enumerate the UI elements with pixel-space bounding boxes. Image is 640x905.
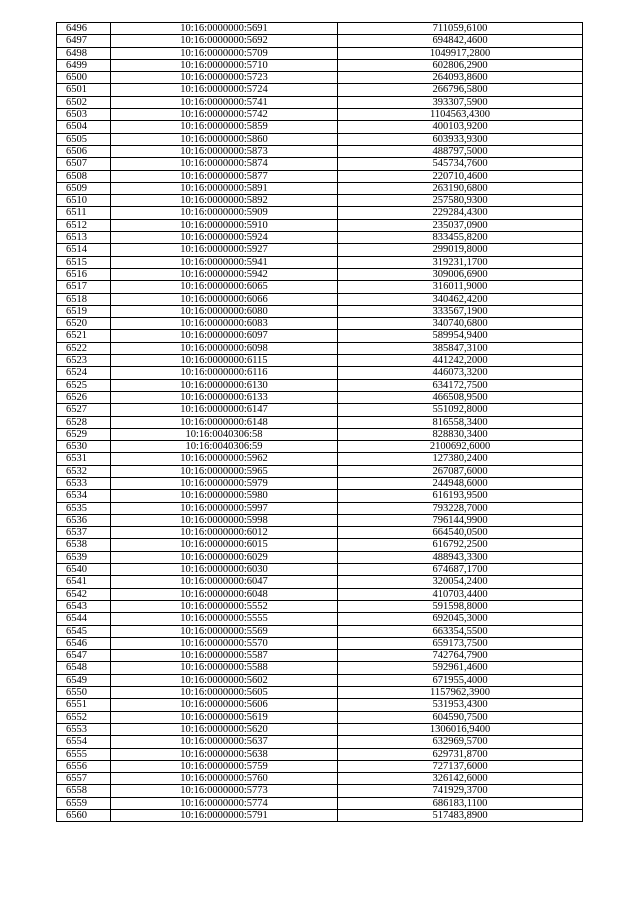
table-row (57, 600, 583, 612)
row-number-cell: 6543 (57, 600, 111, 612)
value-cell: 659173,7500 (338, 637, 583, 649)
value-cell: 692045,3000 (338, 613, 583, 625)
table-row (57, 318, 583, 330)
row-number-cell: 6540 (57, 564, 111, 576)
value-cell: 127380,2400 (338, 453, 583, 465)
cadastral-number-cell: 10:16:0000000:5692 (111, 35, 338, 47)
value-cell: 229284,4300 (338, 207, 583, 219)
row-number-cell: 6503 (57, 109, 111, 121)
row-number-cell: 6532 (57, 465, 111, 477)
row-number-cell: 6500 (57, 72, 111, 84)
row-number-cell: 6518 (57, 293, 111, 305)
table-row (57, 760, 583, 772)
value-cell: 551092,8000 (338, 404, 583, 416)
value-cell: 816558,3400 (338, 416, 583, 428)
cadastral-number-cell: 10:16:0000000:5873 (111, 145, 338, 157)
table-row (57, 404, 583, 416)
cadastral-number-cell: 10:16:0000000:6147 (111, 404, 338, 416)
table-row (57, 527, 583, 539)
value-cell: 326142,6000 (338, 773, 583, 785)
table-row (57, 158, 583, 170)
cadastral-number-cell: 10:16:0000000:5891 (111, 182, 338, 194)
table-row (57, 195, 583, 207)
row-number-cell: 6531 (57, 453, 111, 465)
row-number-cell: 6513 (57, 232, 111, 244)
value-cell: 488797,5000 (338, 145, 583, 157)
table-row (57, 785, 583, 797)
cadastral-number-cell: 10:16:0040306:58 (111, 428, 338, 440)
value-cell: 267087,6000 (338, 465, 583, 477)
cadastral-number-cell: 10:16:0000000:5619 (111, 711, 338, 723)
value-cell: 629731,8700 (338, 748, 583, 760)
table-row (57, 84, 583, 96)
row-number-cell: 6552 (57, 711, 111, 723)
cadastral-number-cell: 10:16:0000000:5606 (111, 699, 338, 711)
value-cell: 319231,1700 (338, 256, 583, 268)
value-cell: 263190,6800 (338, 182, 583, 194)
row-number-cell: 6548 (57, 662, 111, 674)
cadastral-number-cell: 10:16:0000000:5979 (111, 477, 338, 489)
row-number-cell: 6519 (57, 305, 111, 317)
value-cell: 446073,3200 (338, 367, 583, 379)
row-number-cell: 6524 (57, 367, 111, 379)
row-number-cell: 6547 (57, 650, 111, 662)
cadastral-number-cell: 10:16:0000000:6030 (111, 564, 338, 576)
value-cell: 603933,9300 (338, 133, 583, 145)
table-row (57, 232, 583, 244)
value-cell: 833455,8200 (338, 232, 583, 244)
table-row (57, 773, 583, 785)
table-row (57, 797, 583, 809)
value-cell: 393307,5900 (338, 96, 583, 108)
row-number-cell: 6541 (57, 576, 111, 588)
table-row (57, 23, 583, 35)
row-number-cell: 6557 (57, 773, 111, 785)
cadastral-number-cell: 10:16:0000000:6116 (111, 367, 338, 379)
row-number-cell: 6512 (57, 219, 111, 231)
row-number-cell: 6542 (57, 588, 111, 600)
table-row (57, 256, 583, 268)
table-row (57, 293, 583, 305)
value-cell: 616792,2500 (338, 539, 583, 551)
cadastral-number-cell: 10:16:0000000:5965 (111, 465, 338, 477)
row-number-cell: 6506 (57, 145, 111, 157)
table-row (57, 133, 583, 145)
value-cell: 2100692,6000 (338, 441, 583, 453)
cadastral-number-cell: 10:16:0000000:5602 (111, 674, 338, 686)
cadastral-number-cell: 10:16:0000000:5910 (111, 219, 338, 231)
table-row (57, 723, 583, 735)
value-cell: 266796,5800 (338, 84, 583, 96)
cadastral-number-cell: 10:16:0000000:5691 (111, 23, 338, 35)
value-cell: 742764,7900 (338, 650, 583, 662)
value-cell: 602806,2900 (338, 59, 583, 71)
table-row (57, 59, 583, 71)
table-row (57, 453, 583, 465)
cadastral-number-cell: 10:16:0000000:6029 (111, 551, 338, 563)
cadastral-number-cell: 10:16:0000000:6080 (111, 305, 338, 317)
table-row (57, 268, 583, 280)
cadastral-number-cell: 10:16:0000000:6012 (111, 527, 338, 539)
table-row (57, 625, 583, 637)
row-number-cell: 6501 (57, 84, 111, 96)
cadastral-number-cell: 10:16:0000000:5774 (111, 797, 338, 809)
value-cell: 235037,0900 (338, 219, 583, 231)
cadastral-number-cell: 10:16:0040306:59 (111, 441, 338, 453)
table-row (57, 687, 583, 699)
value-cell: 727137,6000 (338, 760, 583, 772)
value-cell: 592961,4600 (338, 662, 583, 674)
cadastral-number-cell: 10:16:0000000:5638 (111, 748, 338, 760)
table-row (57, 207, 583, 219)
cadastral-number-cell: 10:16:0000000:5569 (111, 625, 338, 637)
row-number-cell: 6521 (57, 330, 111, 342)
value-cell: 1306016,9400 (338, 723, 583, 735)
row-number-cell: 6556 (57, 760, 111, 772)
table-row (57, 736, 583, 748)
table-row (57, 35, 583, 47)
row-number-cell: 6530 (57, 441, 111, 453)
table-row (57, 428, 583, 440)
cadastral-number-cell: 10:16:0000000:5980 (111, 490, 338, 502)
table-row (57, 650, 583, 662)
table-row (57, 502, 583, 514)
cadastral-number-cell: 10:16:0000000:5791 (111, 810, 338, 822)
row-number-cell: 6535 (57, 502, 111, 514)
cadastral-number-cell: 10:16:0000000:5860 (111, 133, 338, 145)
cadastral-number-cell: 10:16:0000000:5741 (111, 96, 338, 108)
table-row (57, 810, 583, 822)
row-number-cell: 6537 (57, 527, 111, 539)
cadastral-number-cell: 10:16:0000000:6098 (111, 342, 338, 354)
cadastral-number-cell: 10:16:0000000:6047 (111, 576, 338, 588)
row-number-cell: 6529 (57, 428, 111, 440)
row-number-cell: 6515 (57, 256, 111, 268)
table-row (57, 576, 583, 588)
row-number-cell: 6497 (57, 35, 111, 47)
table-row (57, 305, 583, 317)
cadastral-number-cell: 10:16:0000000:5588 (111, 662, 338, 674)
value-cell: 674687,1700 (338, 564, 583, 576)
row-number-cell: 6527 (57, 404, 111, 416)
table-row (57, 342, 583, 354)
cadastral-number-cell: 10:16:0000000:5962 (111, 453, 338, 465)
value-cell: 632969,5700 (338, 736, 583, 748)
value-cell: 385847,3100 (338, 342, 583, 354)
value-cell: 711059,6100 (338, 23, 583, 35)
value-cell: 589954,9400 (338, 330, 583, 342)
row-number-cell: 6499 (57, 59, 111, 71)
value-cell: 616193,9500 (338, 490, 583, 502)
row-number-cell: 6525 (57, 379, 111, 391)
table-row (57, 281, 583, 293)
data-table (56, 22, 583, 822)
cadastral-number-cell: 10:16:0000000:6083 (111, 318, 338, 330)
table-row (57, 711, 583, 723)
cadastral-number-cell: 10:16:0000000:5998 (111, 514, 338, 526)
row-number-cell: 6498 (57, 47, 111, 59)
table-body (57, 23, 583, 822)
value-cell: 264093,8600 (338, 72, 583, 84)
table-row (57, 391, 583, 403)
cadastral-number-cell: 10:16:0000000:5941 (111, 256, 338, 268)
value-cell: 333567,1900 (338, 305, 583, 317)
cadastral-number-cell: 10:16:0000000:5874 (111, 158, 338, 170)
row-number-cell: 6520 (57, 318, 111, 330)
table-row (57, 539, 583, 551)
table-row (57, 355, 583, 367)
value-cell: 796144,9900 (338, 514, 583, 526)
value-cell: 694842,4600 (338, 35, 583, 47)
value-cell: 1104563,4300 (338, 109, 583, 121)
cadastral-number-cell: 10:16:0000000:5555 (111, 613, 338, 625)
cadastral-number-cell: 10:16:0000000:6015 (111, 539, 338, 551)
cadastral-number-cell: 10:16:0000000:5570 (111, 637, 338, 649)
table-row (57, 47, 583, 59)
value-cell: 1157962,3900 (338, 687, 583, 699)
cadastral-number-cell: 10:16:0000000:5997 (111, 502, 338, 514)
value-cell: 604590,7500 (338, 711, 583, 723)
cadastral-number-cell: 10:16:0000000:5709 (111, 47, 338, 59)
value-cell: 741929,3700 (338, 785, 583, 797)
row-number-cell: 6550 (57, 687, 111, 699)
table-row (57, 330, 583, 342)
row-number-cell: 6538 (57, 539, 111, 551)
row-number-cell: 6559 (57, 797, 111, 809)
value-cell: 591598,8000 (338, 600, 583, 612)
value-cell: 466508,9500 (338, 391, 583, 403)
cadastral-number-cell: 10:16:0000000:5773 (111, 785, 338, 797)
row-number-cell: 6502 (57, 96, 111, 108)
row-number-cell: 6554 (57, 736, 111, 748)
row-number-cell: 6505 (57, 133, 111, 145)
row-number-cell: 6553 (57, 723, 111, 735)
cadastral-number-cell: 10:16:0000000:5760 (111, 773, 338, 785)
row-number-cell: 6526 (57, 391, 111, 403)
table-row (57, 465, 583, 477)
value-cell: 671955,4000 (338, 674, 583, 686)
value-cell: 634172,7500 (338, 379, 583, 391)
table-row (57, 514, 583, 526)
row-number-cell: 6555 (57, 748, 111, 760)
cadastral-number-cell: 10:16:0000000:5909 (111, 207, 338, 219)
row-number-cell: 6551 (57, 699, 111, 711)
row-number-cell: 6509 (57, 182, 111, 194)
value-cell: 316011,9000 (338, 281, 583, 293)
cadastral-number-cell: 10:16:0000000:5942 (111, 268, 338, 280)
cadastral-number-cell: 10:16:0000000:5587 (111, 650, 338, 662)
row-number-cell: 6536 (57, 514, 111, 526)
cadastral-number-cell: 10:16:0000000:5859 (111, 121, 338, 133)
value-cell: 309006,6900 (338, 268, 583, 280)
cadastral-number-cell: 10:16:0000000:6148 (111, 416, 338, 428)
row-number-cell: 6516 (57, 268, 111, 280)
cadastral-number-cell: 10:16:0000000:5927 (111, 244, 338, 256)
cadastral-number-cell: 10:16:0000000:6066 (111, 293, 338, 305)
cadastral-number-cell: 10:16:0000000:6133 (111, 391, 338, 403)
cadastral-number-cell: 10:16:0000000:5723 (111, 72, 338, 84)
value-cell: 664540,0500 (338, 527, 583, 539)
row-number-cell: 6558 (57, 785, 111, 797)
table-row (57, 170, 583, 182)
value-cell: 1049917,2800 (338, 47, 583, 59)
cadastral-number-cell: 10:16:0000000:5892 (111, 195, 338, 207)
table-row (57, 416, 583, 428)
value-cell: 828830,3400 (338, 428, 583, 440)
table-row (57, 637, 583, 649)
value-cell: 257580,9300 (338, 195, 583, 207)
table-row (57, 613, 583, 625)
cadastral-number-cell: 10:16:0000000:6130 (111, 379, 338, 391)
value-cell: 244948,6000 (338, 477, 583, 489)
value-cell: 320054,2400 (338, 576, 583, 588)
value-cell: 517483,8900 (338, 810, 583, 822)
cadastral-number-cell: 10:16:0000000:6048 (111, 588, 338, 600)
value-cell: 220710,4600 (338, 170, 583, 182)
row-number-cell: 6523 (57, 355, 111, 367)
cadastral-number-cell: 10:16:0000000:5605 (111, 687, 338, 699)
cadastral-number-cell: 10:16:0000000:5742 (111, 109, 338, 121)
row-number-cell: 6510 (57, 195, 111, 207)
table-row (57, 367, 583, 379)
table-row (57, 244, 583, 256)
row-number-cell: 6546 (57, 637, 111, 649)
row-number-cell: 6504 (57, 121, 111, 133)
cadastral-number-cell: 10:16:0000000:5637 (111, 736, 338, 748)
table-row (57, 121, 583, 133)
table-row (57, 145, 583, 157)
cadastral-number-cell: 10:16:0000000:5710 (111, 59, 338, 71)
cadastral-number-cell: 10:16:0000000:5759 (111, 760, 338, 772)
value-cell: 299019,8000 (338, 244, 583, 256)
value-cell: 663354,5500 (338, 625, 583, 637)
row-number-cell: 6514 (57, 244, 111, 256)
table-row (57, 72, 583, 84)
value-cell: 410703,4400 (338, 588, 583, 600)
row-number-cell: 6517 (57, 281, 111, 293)
cadastral-number-cell: 10:16:0000000:5924 (111, 232, 338, 244)
table-row (57, 564, 583, 576)
row-number-cell: 6560 (57, 810, 111, 822)
cadastral-number-cell: 10:16:0000000:5724 (111, 84, 338, 96)
cadastral-number-cell: 10:16:0000000:5877 (111, 170, 338, 182)
value-cell: 441242,2000 (338, 355, 583, 367)
cadastral-number-cell: 10:16:0000000:5552 (111, 600, 338, 612)
row-number-cell: 6528 (57, 416, 111, 428)
table-row (57, 748, 583, 760)
row-number-cell: 6533 (57, 477, 111, 489)
table-row (57, 96, 583, 108)
row-number-cell: 6544 (57, 613, 111, 625)
row-number-cell: 6522 (57, 342, 111, 354)
value-cell: 793228,7000 (338, 502, 583, 514)
value-cell: 531953,4300 (338, 699, 583, 711)
row-number-cell: 6549 (57, 674, 111, 686)
table-row (57, 477, 583, 489)
row-number-cell: 6539 (57, 551, 111, 563)
cadastral-number-cell: 10:16:0000000:6115 (111, 355, 338, 367)
table-row (57, 551, 583, 563)
value-cell: 545734,7600 (338, 158, 583, 170)
row-number-cell: 6545 (57, 625, 111, 637)
table-row (57, 699, 583, 711)
table-row (57, 182, 583, 194)
row-number-cell: 6511 (57, 207, 111, 219)
table-row (57, 219, 583, 231)
cadastral-number-cell: 10:16:0000000:6097 (111, 330, 338, 342)
table-row (57, 379, 583, 391)
value-cell: 400103,9200 (338, 121, 583, 133)
value-cell: 340740,6800 (338, 318, 583, 330)
value-cell: 686183,1100 (338, 797, 583, 809)
row-number-cell: 6534 (57, 490, 111, 502)
row-number-cell: 6508 (57, 170, 111, 182)
value-cell: 488943,3300 (338, 551, 583, 563)
table-row (57, 674, 583, 686)
table-row (57, 490, 583, 502)
row-number-cell: 6496 (57, 23, 111, 35)
table-row (57, 109, 583, 121)
table-row (57, 662, 583, 674)
value-cell: 340462,4200 (338, 293, 583, 305)
cadastral-number-cell: 10:16:0000000:5620 (111, 723, 338, 735)
row-number-cell: 6507 (57, 158, 111, 170)
table-row (57, 441, 583, 453)
cadastral-number-cell: 10:16:0000000:6065 (111, 281, 338, 293)
table-row (57, 588, 583, 600)
